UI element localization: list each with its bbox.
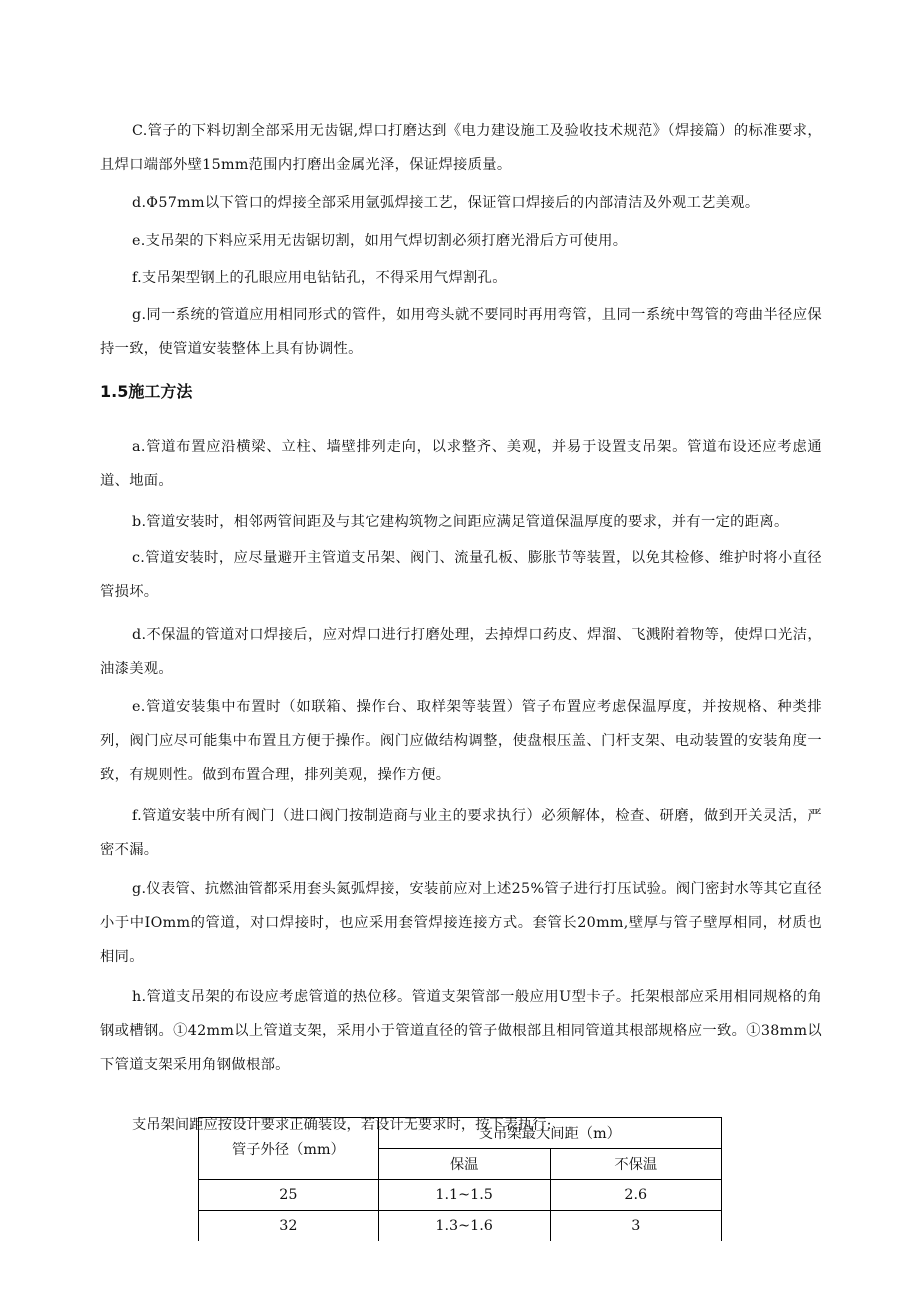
table-row [199,1211,722,1242]
cell-insulated: 1.1~1.5 [378,1180,550,1211]
cell-diameter: 32 [199,1211,379,1242]
paragraph-d-welding: d.Φ57mm以下管口的焊接全部采用氩弧焊接工艺，保证管口焊接后的内部清洁及外观工艺美观。 [132,195,760,211]
header-uninsulated: 不保温 [550,1149,721,1180]
paragraph-f-drilling: f.支吊架型钢上的孔眼应用电钻钻孔，不得采用气焊割孔。 [132,270,507,286]
paragraph-g-fittings: g.同一系统的管道应用相同形式的管件，如用弯头就不要同时再用弯管，且同一系统中驾管的弯曲半径应保持一致，使管道安装整体上具有协调性。 [100,307,822,357]
paragraph-e-support-cutting: e.支吊架的下料应采用无齿锯切割，如用气焊切割必须打磨光滑后方可使用。 [132,233,628,249]
header-insulated: 保温 [378,1149,550,1180]
header-pipe-diameter: 管子外径（mm） [199,1118,379,1180]
section-heading: 1.5施工方法 [100,382,193,401]
paragraph-h-supports: h.管道支吊架的布设应考虑管道的热位移。管道支架管部一般应用U型卡子。托架根部应采用相同规格的角钢或槽钢。①42mm以上管道支架，采用小于管道直径的管子做根部且相同管道其根部规格应一致。①38mm以下管道支架采用角钢做根部。 [100,989,822,1073]
paragraph-d-grinding: d.不保温的管道对口焊接后，应对焊口进行打磨处理，去掉焊口药皮、焊溜、飞溅附着物等，使焊口光洁，油漆美观。 [100,627,822,677]
table-row [199,1180,722,1211]
paragraph-c-cutting: C.管子的下料切割全部采用无齿锯,焊口打磨达到《电力建设施工及验收技术规范》（焊接篇）的标准要求，且焊口端部外壁15mm范围内打磨出金属光泽，保证焊接质量。 [100,123,822,173]
paragraph-c-avoid: c.管道安装时，应尽量避开主管道支吊架、阀门、流量孔板、膨胀节等装置，以免其检修、维护时将小直径管损坏。 [100,550,822,600]
paragraph-e-arrangement: e.管道安装集中布置时（如联箱、操作台、取样架等装置）管子布置应考虑保温厚度，并按规格、种类排列，阀门应尽可能集中布置且方便于操作。阀门应做结构调整，使盘根压盖、门杆支架、电动装置的安装角度一致，有规则性。做到布置合理，排列美观，操作方便。 [100,699,822,783]
cell-uninsulated: 3 [550,1211,721,1242]
paragraph-g-instrument-pipes: g.仪表管、抗燃油管都采用套头氮弧焊接，安装前应对上述25%管子进行打压试验。阀门密封水等其它直径小于中IOmm的管道，对口焊接时，也应采用套管焊接连接方式。套管长20mm,壁厚与管子壁厚相同，材质也相同。 [100,881,822,965]
cell-insulated: 1.3~1.6 [378,1211,550,1242]
cell-uninsulated: 2.6 [550,1180,721,1211]
cell-diameter: 25 [199,1180,379,1211]
paragraph-f-valves: f.管道安装中所有阀门（进口阀门按制造商与业主的要求执行）必须解体，检查、研磨，做到开关灵活，严密不漏。 [100,808,822,858]
table-header-row [199,1118,722,1149]
paragraph-b-spacing: b.管道安装时，相邻两管间距及与其它建构筑物之间距应满足管道保温厚度的要求，并有一定的距离。 [132,514,789,530]
support-spacing-table [198,1117,722,1241]
header-max-spacing: 支吊架最大间距（m） [378,1118,721,1149]
paragraph-a-layout: a.管道布置应沿横梁、立柱、墙壁排列走向，以求整齐、美观，并易于设置支吊架。管道布设还应考虑通道、地面。 [100,439,822,489]
table-intro: 支吊架间距应按设计要求正确装设，若设计无要求时，按下表执行: [132,1117,552,1133]
